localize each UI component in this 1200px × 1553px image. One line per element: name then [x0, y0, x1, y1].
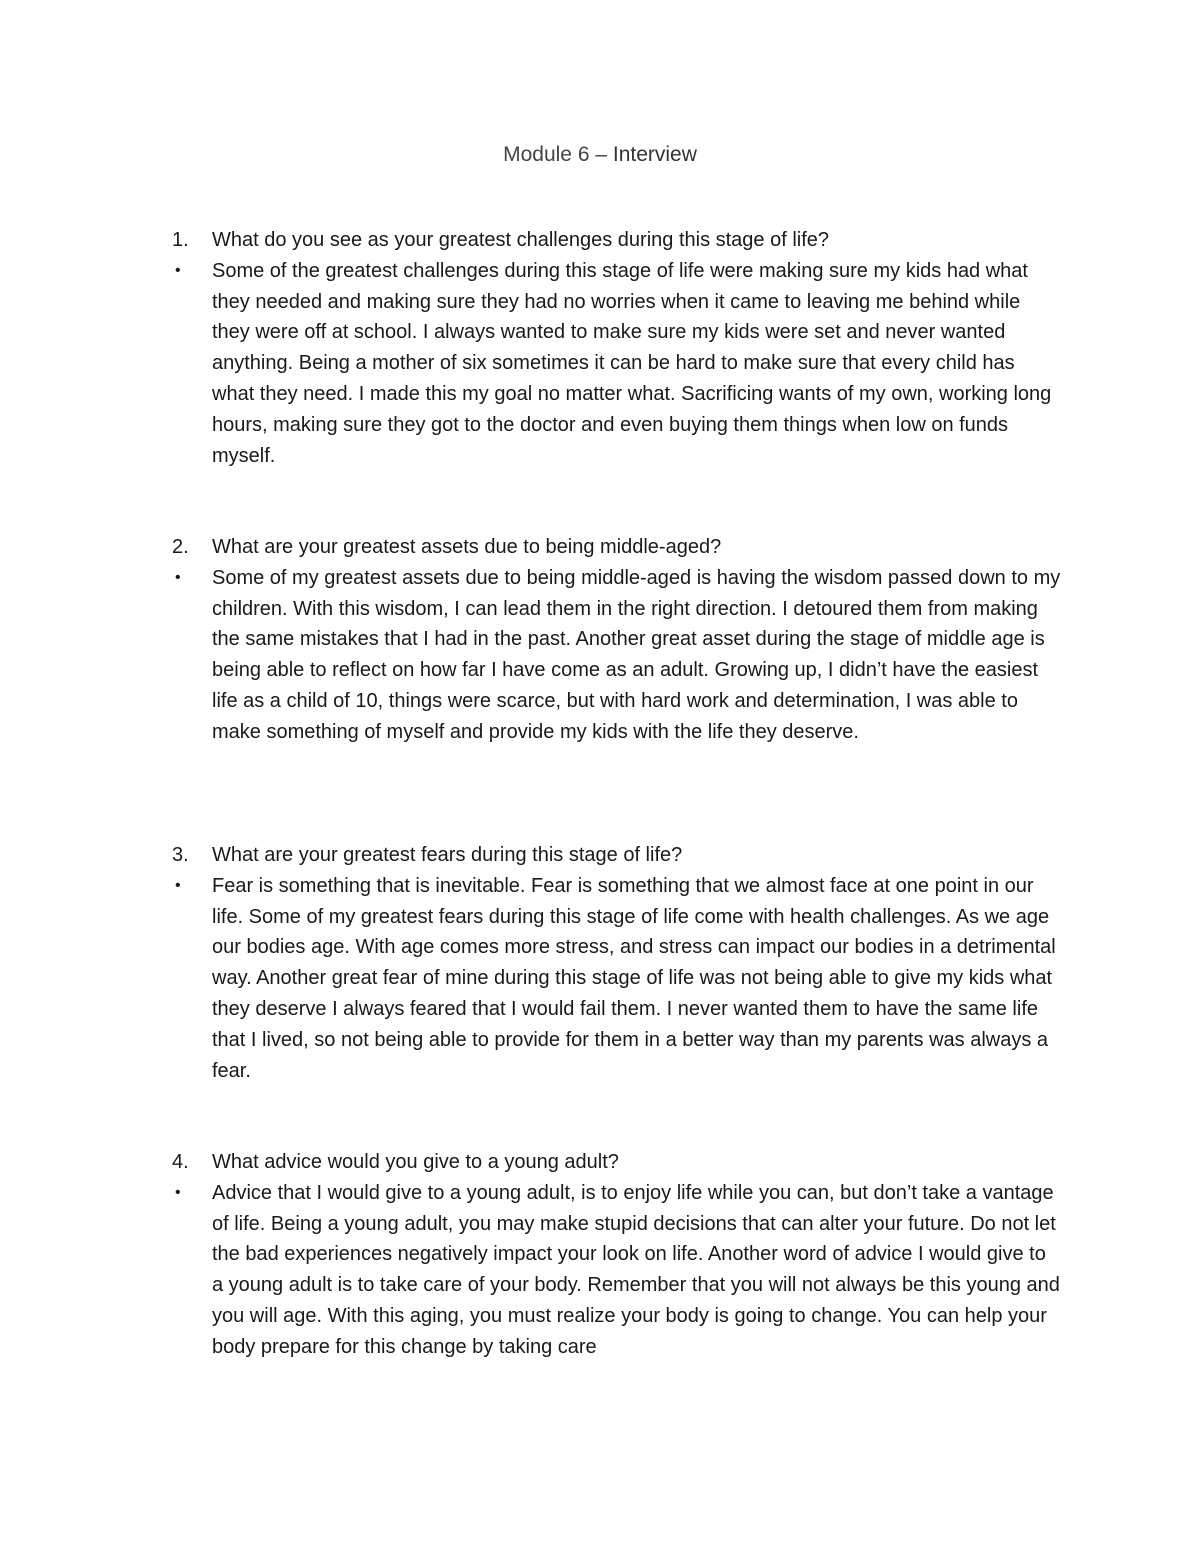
document-title [0, 140, 1200, 170]
question-row [172, 532, 1072, 563]
title-emphasis: Interview [612, 143, 697, 166]
answer-text: Some of the greatest challenges during this stage of life were making sure my kids had what they needed and making sure they had no worries when it came to leaving me behind while they were off at school. I always wanted to make sure my kids were set and never wanted anything. Being a mother of six sometimes it can be hard to make sure that every child has what they need. I made this my goal no matter what. Sacrificing wants of my own, working long hours, making sure they got to the doctor and even buying them things when low on funds myself. [212, 259, 1052, 467]
bullet-icon: • [175, 876, 181, 894]
question-text: What advice would you give to a young adult? [212, 1151, 619, 1173]
answer-row [172, 256, 1072, 472]
question-number: 3. [172, 844, 189, 866]
question-row [172, 1147, 1072, 1178]
question-row [172, 840, 1072, 871]
question-row [172, 225, 1072, 256]
answer-text: Fear is something that is inevitable. Fear is something that we almost face at one point in our life. Some of my greatest fears during this stage of life come with health challenges. As we age our bodies age. With age comes more stress, and stress can impact our bodies in a detrimental way. Another great fear of mine during this stage of life was not being able to give my kids what they deserve I always feared that I would fail them. I never wanted them to have the same life that I lived, so not being able to provide for them in a better way than my parents was always a fear. [212, 874, 1056, 1082]
question-number: 1. [172, 229, 189, 251]
title-prefix: Module 6 – [503, 143, 613, 166]
bullet-icon: • [175, 1183, 181, 1201]
answer-row [172, 1178, 1072, 1363]
answer-text: Advice that I would give to a young adult, is to enjoy life while you can, but don’t take a vantage of life. Being a young adult, you may make stupid decisions that can alter your future. Do not let the bad experiences negatively impact your look on life. Another word of advice I would give to a young adult is to take care of your body. Remember that you will not always be this young and you will age. With this aging, you must realize your body is going to change. You can help your body prepare for this change by taking care [212, 1181, 1060, 1358]
qa-item-3 [172, 840, 1072, 1086]
question-number: 4. [172, 1151, 189, 1173]
question-text: What do you see as your greatest challenges during this stage of life? [212, 229, 830, 251]
bullet-icon: • [175, 568, 181, 586]
qa-item-4 [172, 1147, 1072, 1363]
question-text: What are your greatest fears during this stage of life? [212, 844, 683, 866]
answer-row [172, 563, 1072, 748]
qa-item-1 [172, 225, 1072, 471]
question-number: 2. [172, 536, 189, 558]
answer-row [172, 871, 1072, 1087]
bullet-icon: • [175, 261, 181, 279]
question-text: What are your greatest assets due to being middle-aged? [212, 536, 722, 558]
qa-item-2 [172, 532, 1072, 748]
answer-text: Some of my greatest assets due to being middle-aged is having the wisdom passed down to my children. With this wisdom, I can lead them in the right direction. I detoured them from making the same mistakes that I had in the past. Another great asset during the stage of middle age is being able to reflect on how far I have come as an adult. Growing up, I didn’t have the easiest life as a child of 10, things were scarce, but with hard work and determination, I was able to make something of myself and provide my kids with the life they deserve. [212, 566, 1061, 743]
